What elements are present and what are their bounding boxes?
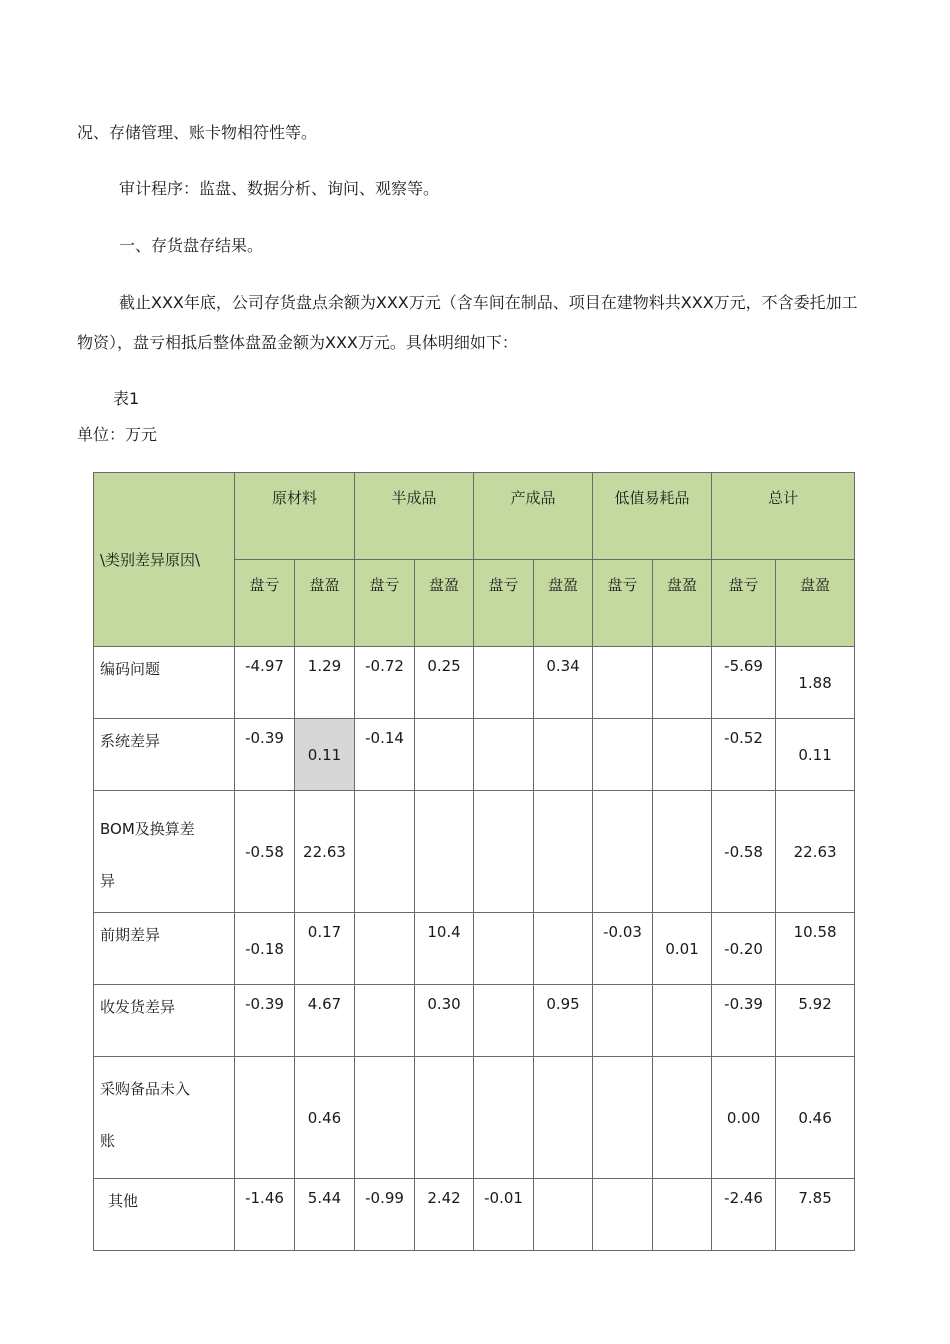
table-cell xyxy=(653,719,711,729)
table-cell: 22.63 xyxy=(793,843,837,861)
table-cell xyxy=(593,647,652,657)
table-cell xyxy=(593,1057,652,1109)
row-label-line: 账 xyxy=(100,1132,116,1150)
table-cell: 1.88 xyxy=(798,674,832,692)
table-cell: 0.17 xyxy=(307,923,342,941)
table-cell: -0.18 xyxy=(245,940,284,958)
table-cell xyxy=(474,913,533,923)
table-row xyxy=(94,719,855,791)
table-cell: -0.72 xyxy=(365,657,404,675)
table-cell xyxy=(474,791,533,843)
table-cell: 5.44 xyxy=(307,1189,342,1207)
table-row xyxy=(94,913,855,985)
table-cell: -0.01 xyxy=(484,1189,523,1207)
table-cell: 10.58 xyxy=(793,923,837,941)
paragraph-4: 截止XXX年底，公司存货盘点余额为XXX万元（含车间在制品、项目在建物料共XXX万元，不含委托加工物资），盘亏相抵后整体盘盈金额为XXX万元。具体明细如下： xyxy=(77,293,858,352)
table-cell: 0.46 xyxy=(307,1109,342,1127)
row-label: 前期差异 xyxy=(94,913,235,985)
subheader-gain: 盘盈 xyxy=(415,560,474,647)
table-cell xyxy=(534,913,592,923)
table-cell: -1.46 xyxy=(245,1189,284,1207)
table-cell: -0.52 xyxy=(724,729,763,747)
table-cell: 0.25 xyxy=(427,657,461,675)
table-cell xyxy=(653,791,711,843)
table-row xyxy=(94,985,855,1057)
table-cell xyxy=(593,1179,652,1189)
table-cell xyxy=(474,647,533,657)
unit-label: 单位：万元 xyxy=(77,425,158,444)
row-label-line: BOM及换算差 xyxy=(100,820,195,838)
table-row xyxy=(94,1179,855,1251)
header-raw-materials: 原材料 xyxy=(235,473,355,560)
table-cell xyxy=(593,791,652,843)
row-label-line: 异 xyxy=(100,872,116,890)
table-cell: -0.58 xyxy=(245,843,284,861)
table-cell: -0.39 xyxy=(245,729,284,747)
table-cell: 5.92 xyxy=(798,995,832,1013)
paragraph-3: 一、存货盘存结果。 xyxy=(119,236,264,255)
table-cell: 0.01 xyxy=(665,940,699,958)
table-cell: -0.20 xyxy=(724,940,763,958)
table-cell xyxy=(415,1057,473,1109)
table-cell xyxy=(593,719,652,729)
table-cell: 0.95 xyxy=(546,995,580,1013)
table-cell xyxy=(534,719,592,729)
row-label xyxy=(94,791,235,913)
table-cell: -0.99 xyxy=(365,1189,404,1207)
table-cell xyxy=(653,985,711,995)
table-cell: 0.11 xyxy=(798,746,832,764)
table-row xyxy=(94,1057,855,1179)
table-cell xyxy=(355,791,414,843)
table-cell xyxy=(355,913,414,923)
table-row xyxy=(94,647,855,719)
table-cell xyxy=(235,1057,294,1109)
subheader-loss: 盘亏 xyxy=(712,560,776,647)
table-cell: 0.34 xyxy=(546,657,580,675)
table-cell xyxy=(355,985,414,995)
header-semi-finished: 半成品 xyxy=(355,473,474,560)
row-label: 编码问题 xyxy=(94,647,235,719)
table-cell: 1.29 xyxy=(307,657,342,675)
table-caption: 表1 xyxy=(113,389,140,408)
table-cell xyxy=(415,719,473,729)
paragraph-2: 审计程序：监盘、数据分析、询问、观察等。 xyxy=(119,179,440,198)
table-cell xyxy=(474,719,533,729)
subheader-gain: 盘盈 xyxy=(295,560,355,647)
table-cell: 2.42 xyxy=(427,1189,461,1207)
table-cell: -0.14 xyxy=(365,729,404,747)
table-cell: -0.39 xyxy=(245,995,284,1013)
table-cell: 0.46 xyxy=(798,1109,832,1127)
subheader-gain: 盘盈 xyxy=(653,560,712,647)
row-label: 系统差异 xyxy=(94,719,235,791)
table-cell: 7.85 xyxy=(798,1189,832,1207)
subheader-loss: 盘亏 xyxy=(593,560,653,647)
table-corner-header: \类别差异原因\ xyxy=(94,473,235,647)
table-cell xyxy=(534,1057,592,1109)
table-cell: -5.69 xyxy=(724,657,763,675)
table-cell xyxy=(593,985,652,995)
subheader-loss: 盘亏 xyxy=(355,560,415,647)
table-cell: -2.46 xyxy=(724,1189,763,1207)
table-cell xyxy=(355,1057,414,1109)
table-cell xyxy=(474,985,533,995)
table-cell: -0.39 xyxy=(724,995,763,1013)
table-cell: 4.67 xyxy=(307,995,342,1013)
row-label: 其他 xyxy=(94,1179,235,1251)
row-label xyxy=(94,1057,235,1179)
table-cell: 0.30 xyxy=(427,995,461,1013)
table-cell xyxy=(653,1057,711,1109)
table-cell xyxy=(653,1179,711,1189)
paragraph-1: 况、存储管理、账卡物相符性等。 xyxy=(77,123,318,142)
table-cell: 22.63 xyxy=(303,843,346,861)
header-low-value-consumables: 低值易耗品 xyxy=(593,473,712,560)
table-cell: -0.58 xyxy=(724,843,763,861)
table-cell xyxy=(534,1179,592,1189)
table-cell: -0.03 xyxy=(603,923,642,941)
subheader-gain: 盘盈 xyxy=(776,560,855,647)
header-total: 总计 xyxy=(712,473,855,560)
table-cell xyxy=(534,791,592,843)
row-label: 收发货差异 xyxy=(94,985,235,1057)
table-cell xyxy=(415,791,473,843)
table-cell: -4.97 xyxy=(245,657,284,675)
row-label-line: 采购备品未入 xyxy=(100,1080,191,1098)
table-cell-highlighted: 0.11 xyxy=(307,746,342,764)
table-cell xyxy=(653,647,711,657)
inventory-table xyxy=(93,472,855,1251)
subheader-loss: 盘亏 xyxy=(474,560,534,647)
subheader-loss: 盘亏 xyxy=(235,560,295,647)
table-row xyxy=(94,791,855,913)
header-finished-goods: 产成品 xyxy=(474,473,593,560)
table-cell: 0.00 xyxy=(726,1109,761,1127)
table-cell xyxy=(474,1057,533,1109)
subheader-gain: 盘盈 xyxy=(534,560,593,647)
table-cell: 10.4 xyxy=(427,923,461,941)
